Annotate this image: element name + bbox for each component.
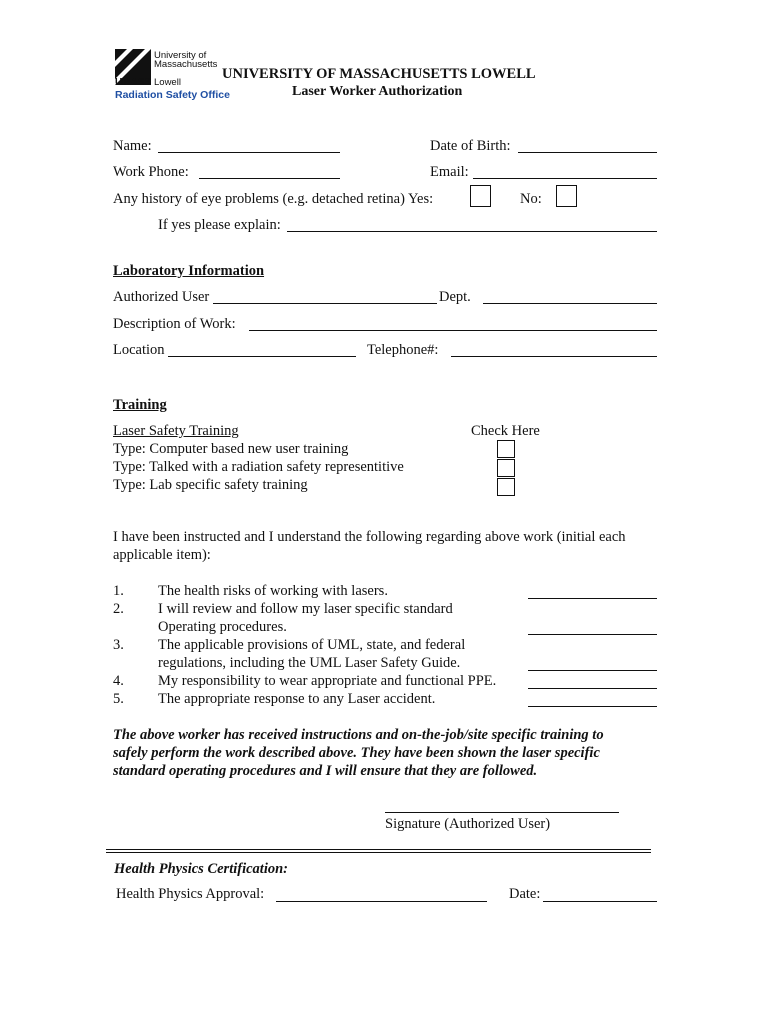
item-initial-field-5[interactable] xyxy=(528,706,657,707)
telephone-label: Telephone#: xyxy=(367,342,439,358)
work-phone-field[interactable] xyxy=(199,178,340,179)
page-title: UNIVERSITY OF MASSACHUSETTS LOWELL xyxy=(222,66,536,82)
item-text-1: The health risks of working with lasers. xyxy=(158,583,388,599)
logo-line-university: University of xyxy=(154,50,207,61)
training-lab-checkbox[interactable] xyxy=(497,478,515,496)
explain-label: If yes please explain: xyxy=(158,217,281,233)
description-field[interactable] xyxy=(249,330,657,331)
email-field[interactable] xyxy=(473,178,657,179)
lab-info-heading: Laboratory Information xyxy=(113,263,265,279)
statement-line3: standard operating procedures and I will ensure that they are followed. xyxy=(113,763,538,779)
certification-date-field[interactable] xyxy=(543,901,657,902)
health-physics-approval-field[interactable] xyxy=(276,901,487,902)
laser-safety-training-subheading: Laser Safety Training xyxy=(113,423,239,439)
item-initial-field-3[interactable] xyxy=(528,670,657,671)
location-label: Location xyxy=(113,342,165,358)
logo-line-massachusetts: Massachusetts xyxy=(154,59,218,70)
item-number-2: 2. xyxy=(113,601,124,617)
training-computer-checkbox[interactable] xyxy=(497,440,515,458)
training-type-talked: Type: Talked with a radiation safety representitive xyxy=(113,459,404,475)
dept-field[interactable] xyxy=(483,303,657,304)
umass-lowell-logo xyxy=(114,48,234,102)
certification-date-label: Date: xyxy=(509,886,541,902)
item-initial-field-2[interactable] xyxy=(528,634,657,635)
logo-office-name: Radiation Safety Office xyxy=(115,89,230,101)
item-number-3: 3. xyxy=(113,637,124,653)
name-field[interactable] xyxy=(158,152,340,153)
eye-problems-question: Any history of eye problems (e.g. detached retina) Yes: xyxy=(113,191,434,207)
statement-line1: The above worker has received instructions and on-the-job/site specific training to xyxy=(113,727,604,743)
item-initial-field-4[interactable] xyxy=(528,688,657,689)
explain-field[interactable] xyxy=(287,231,657,232)
certification-heading: Health Physics Certification: xyxy=(114,861,288,877)
authorized-user-label: Authorized User xyxy=(113,289,210,305)
dept-label: Dept. xyxy=(439,289,471,305)
item-text-3a: The applicable provisions of UML, state, and federal xyxy=(158,637,466,653)
dob-field[interactable] xyxy=(518,152,657,153)
signature-label: Signature (Authorized User) xyxy=(385,816,551,832)
instructions-intro-line2: applicable item): xyxy=(113,547,211,563)
item-initial-field-1[interactable] xyxy=(528,598,657,599)
logo-line-lowell: Lowell xyxy=(154,77,181,88)
eye-problems-no-checkbox[interactable] xyxy=(556,185,577,207)
eye-problems-yes-checkbox[interactable] xyxy=(470,185,491,207)
certification-divider xyxy=(106,849,651,853)
item-text-2a: I will review and follow my laser specific standard xyxy=(158,601,453,617)
telephone-field[interactable] xyxy=(451,356,657,357)
signature-field[interactable] xyxy=(385,812,619,813)
authorized-user-field[interactable] xyxy=(213,303,437,304)
description-label: Description of Work: xyxy=(113,316,236,332)
training-heading: Training xyxy=(113,397,167,413)
dob-label: Date of Birth: xyxy=(430,138,511,154)
health-physics-approval-label: Health Physics Approval: xyxy=(116,886,265,902)
training-type-lab: Type: Lab specific safety training xyxy=(113,477,308,493)
training-type-computer: Type: Computer based new user training xyxy=(113,441,349,457)
item-text-3b: regulations, including the UML Laser Safety Guide. xyxy=(158,655,461,671)
email-label: Email: xyxy=(430,164,469,180)
item-text-4: My responsibility to wear appropriate and functional PPE. xyxy=(158,673,497,689)
check-here-label: Check Here xyxy=(471,423,540,439)
statement-line2: safely perform the work described above. They have been shown the laser specific xyxy=(113,745,600,761)
training-talked-checkbox[interactable] xyxy=(497,459,515,477)
item-number-5: 5. xyxy=(113,691,124,707)
form-subtitle: Laser Worker Authorization xyxy=(292,84,463,99)
logo-umass: UMASS xyxy=(115,77,152,88)
item-number-4: 4. xyxy=(113,673,124,689)
item-text-2b: Operating procedures. xyxy=(158,619,287,635)
work-phone-label: Work Phone: xyxy=(113,164,189,180)
name-label: Name: xyxy=(113,138,152,154)
location-field[interactable] xyxy=(168,356,356,357)
item-number-1: 1. xyxy=(113,583,124,599)
eye-problems-no-label: No: xyxy=(520,191,542,207)
instructions-intro-line1: I have been instructed and I understand the following regarding above work (initial each xyxy=(113,529,626,545)
item-text-5: The appropriate response to any Laser accident. xyxy=(158,691,436,707)
